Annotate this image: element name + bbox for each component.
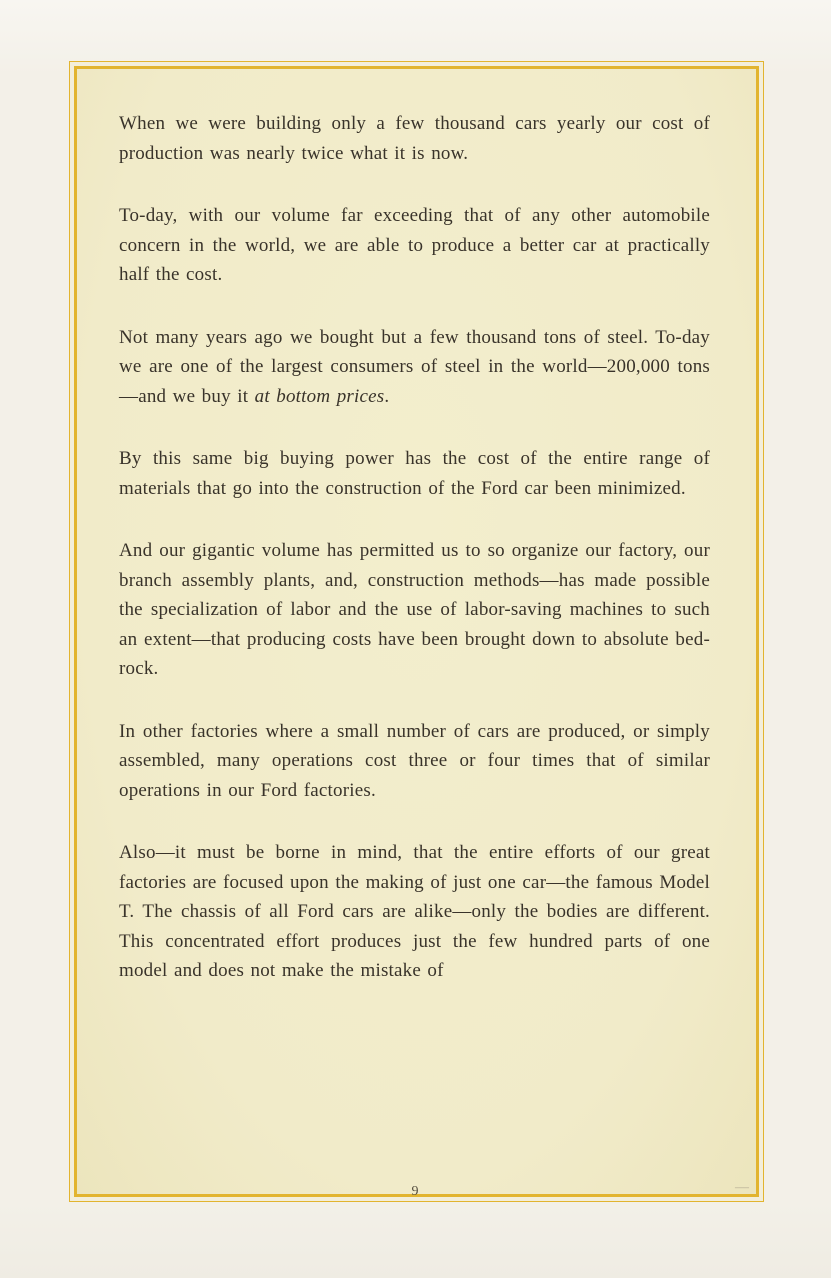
- paragraph-volume-half-cost: To-day, with our volume far exceeding that of any other automobile concern in the world, we are able to produce a better car at practically half the cost.: [119, 205, 710, 285]
- paragraph-steel-italic-phrase: at bottom prices: [254, 385, 385, 407]
- page-content: [77, 69, 756, 986]
- footer-dash-mark: —: [735, 1180, 749, 1195]
- page-border-frame: [69, 61, 764, 1202]
- paragraph-model-t-focus: Also—it must be borne in mind, that the entire efforts of our great factories are focused upon the making of just one car—the famous Model T. The chassis of all Ford cars are alike—only the bodies are different. This concentrated effort produces just the few hundred parts of one model and does not make the mistake of: [119, 842, 710, 981]
- paragraph-gigantic-volume: And our gigantic volume has permitted us to so organize our factory, our branch assembly plants, and, construction methods—has made possible the specialization of labor and the use of labor-saving machines to such an extent—that producing costs have been brought down to absolute bed-rock.: [119, 540, 710, 679]
- paragraph-steel-before: Not many years ago we bought but a few thousand tons of steel. To-day we are one of the largest consumers of steel in the world—200,000 tons—and we buy it: [119, 326, 710, 407]
- paragraph-steel-after: .: [384, 385, 390, 407]
- paragraph-building-cost: When we were building only a few thousand cars yearly our cost of production was nearly twice what it is now.: [119, 113, 710, 164]
- page-paper: [74, 66, 759, 1197]
- paragraph-steel-tons: [119, 323, 710, 412]
- paragraph-buying-power: By this same big buying power has the cost of the entire range of materials that go into the construction of the Ford car been minimized.: [119, 448, 710, 499]
- paragraph-other-factories: In other factories where a small number of cars are produced, or simply assembled, many operations cost three or four times that of similar operations in our Ford factories.: [119, 720, 710, 801]
- page-number: 9: [411, 1184, 420, 1199]
